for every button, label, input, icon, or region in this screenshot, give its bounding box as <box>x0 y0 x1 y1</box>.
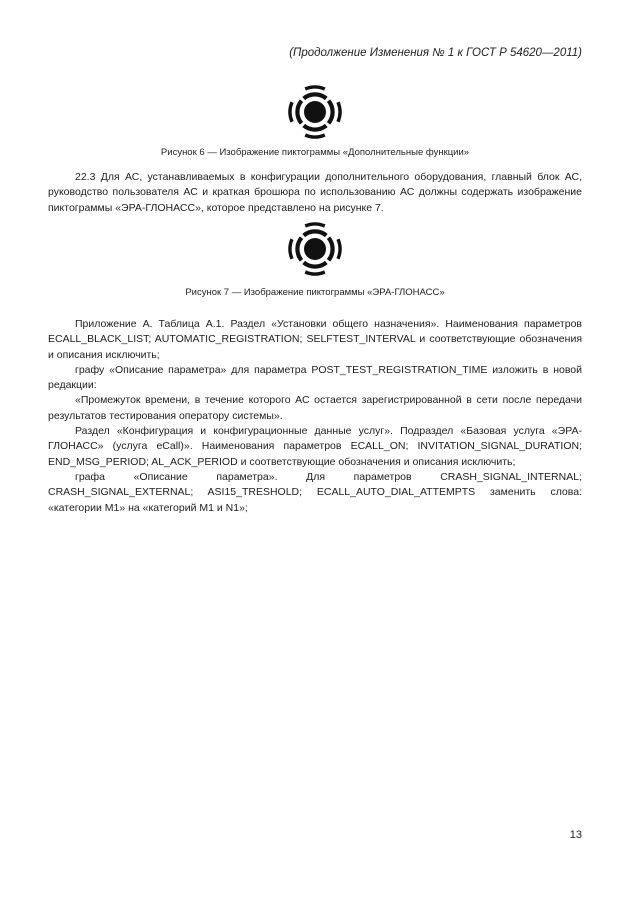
figure-7-caption: Рисунок 7 — Изображение пиктограммы «ЭРА-ГЛОНАСС» <box>185 287 445 298</box>
page-header: (Продолжение Изменения № 1 к ГОСТ Р 54620—2011) <box>289 47 582 59</box>
figure-6-caption: Рисунок 6 — Изображение пиктограммы «Дополнительные функции» <box>160 147 470 158</box>
annex-paragraph: графа «Описание параметра». Для параметров CRASH_SIGNAL_INTERNAL; CRASH_SIGNAL_EXTERNAL; ASI15_TRESHOLD; ECALL_AUTO_DIAL_ATTEMPTS заменить слова: «категории М1» на «категорий М1 и N1»; <box>48 470 582 514</box>
annex-paragraph: Приложение А. Таблица А.1. Раздел «Установки общего назначения». Наименования параметров ECALL_BLACK_LIST; AUTOMATIC_REGISTRATION; SELFTEST_INTERVAL и соответствующие обозначения и описания исключить; <box>48 318 582 361</box>
section-22-3-text: 22.3 Для АС, устанавливаемых в конфигурации дополнительного оборудования, главный блок АС, руководство пользователя АС и краткая брошюра по использованию АС должны содержать изображение пиктограммы «ЭРА-ГЛОНАСС», которое представлено на рисунке 7. <box>48 171 582 214</box>
era-glonass-pictogram-icon <box>285 85 345 139</box>
annex-paragraph: графу «Описание параметра» для параметра POST_TEST_REGISTRATION_TIME изложить в новой редакции: <box>48 363 582 392</box>
annex-paragraph: «Промежуток времени, в течение которого АС остается зарегистрированной в сети после передачи результатов тестирования оператору системы». <box>48 394 582 422</box>
section-22-3 <box>48 170 582 216</box>
page-number: 13 <box>569 829 582 841</box>
annex-amendments <box>48 317 582 516</box>
era-glonass-pictogram-icon <box>285 222 345 276</box>
figure-7 <box>0 222 630 276</box>
annex-paragraph: Раздел «Конфигурация и конфигурационные данные услуг». Подраздел «Базовая услуга «ЭРА-ГЛОНАСС» (услуга eCall)». Наименования параметров ECALL_ON; INVITATION_SIGNAL_DURATION; END_MSG_PERIOD; AL_ACK_PERIOD и соответствующие обозначения и описания исключить; <box>48 425 582 468</box>
figure-6 <box>0 85 630 139</box>
